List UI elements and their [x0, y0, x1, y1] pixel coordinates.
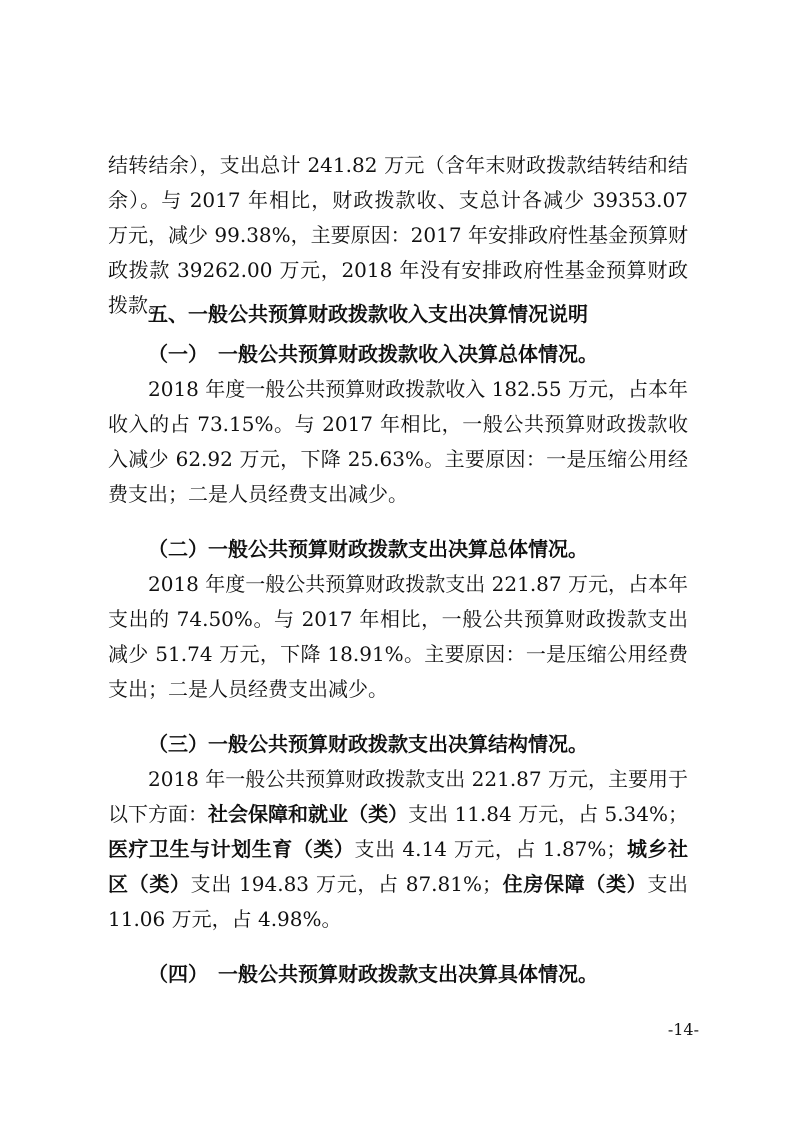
category-health-family-planning: 医疗卫生与计划生育（类） — [108, 837, 355, 861]
page-number: -14- — [667, 1020, 699, 1039]
subsection-heading-four: （四） 一般公共预算财政拨款支出决算具体情况。 — [148, 962, 598, 986]
social-security-amount: 支出 11.84 万元，占 5.34%； — [408, 802, 689, 826]
paragraph-revenue-overview: 2018 年度一般公共预算财政拨款收入 182.55 万元，占本年收入的占 73.15%。与 2017 年相比，一般公共预算财政拨款收入减少 62.92 万元，下降 25.63%。主要原因：一是压缩公用经费支出；二是人员经费支出减少。 — [108, 377, 688, 506]
community-amount: 支出 194.83 万元，占 87.81%； — [190, 872, 502, 896]
category-urban-rural-community: 城乡社区（类） — [108, 837, 689, 896]
subsection-heading-one: （一） 一般公共预算财政拨款收入决算总体情况。 — [148, 342, 598, 366]
housing-amount: 支出 11.06 万元，占 4.98%。 — [108, 872, 689, 931]
health-amount: 支出 4.14 万元，占 1.87%； — [354, 837, 627, 861]
subsection-heading-two: （二）一般公共预算财政拨款支出决算总体情况。 — [148, 537, 588, 561]
paragraph-summary: 结转结余），支出总计 241.82 万元（含年末财政拨款结转结和结余）。与 2017 年相比，财政拨款收、支总计各减少 39353.07 万元，减少 99.38%，主要原因：2017 年安排政府性基金预算财政拨款 39262.00 万元，2018 年没有安排政府性基金预算财政拨款。 — [108, 153, 688, 317]
category-social-security: 社会保障和就业（类） — [208, 802, 409, 826]
section-heading-five: 五、一般公共预算财政拨款收入支出决算情况说明 — [148, 302, 588, 326]
subsection-heading-three: （三）一般公共预算财政拨款支出决算结构情况。 — [148, 732, 588, 756]
category-housing-security: 住房保障（类） — [502, 872, 648, 896]
structure-intro-text: 2018 年一般公共预算财政拨款支出 221.87 万元，主要用于以下方面： — [108, 767, 688, 826]
paragraph-expenditure-overview: 2018 年度一般公共预算财政拨款支出 221.87 万元，占本年支出的 74.50%。与 2017 年相比，一般公共预算财政拨款支出减少 51.74 万元，下降 18.91%。主要原因：一是压缩公用经费支出；二是人员经费支出减少。 — [108, 572, 688, 701]
paragraph-expenditure-structure — [108, 762, 688, 937]
